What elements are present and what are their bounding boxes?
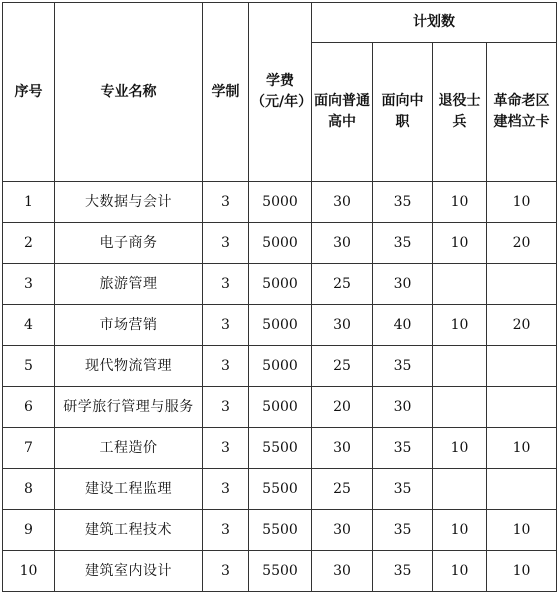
cell-index: 9 [3,510,55,551]
cell-major: 电子商务 [55,223,203,264]
table-row [3,223,557,264]
cell-plan-vocational: 40 [373,305,433,346]
cell-plan-old-revolutionary-areas: 10 [487,182,557,223]
cell-index: 6 [3,387,55,428]
cell-fee: 5000 [249,387,312,428]
cell-major: 市场营销 [55,305,203,346]
cell-plan-old-revolutionary-areas [487,387,557,428]
cell-major: 旅游管理 [55,264,203,305]
cell-plan-old-revolutionary-areas [487,346,557,387]
cell-duration: 3 [203,346,249,387]
cell-plan-general-high-school: 30 [312,428,373,469]
cell-plan-general-high-school: 30 [312,510,373,551]
cell-plan-vocational: 35 [373,223,433,264]
cell-duration: 3 [203,223,249,264]
header-plan-vocational: 面向中职 [373,43,433,182]
cell-duration: 3 [203,264,249,305]
cell-fee: 5500 [249,510,312,551]
cell-plan-veterans [433,469,487,510]
cell-plan-general-high-school: 30 [312,305,373,346]
cell-plan-old-revolutionary-areas: 20 [487,305,557,346]
cell-major: 大数据与会计 [55,182,203,223]
cell-fee: 5000 [249,305,312,346]
cell-fee: 5000 [249,346,312,387]
table-row [3,428,557,469]
cell-plan-veterans: 10 [433,428,487,469]
header-plan-group: 计划数 [312,3,557,43]
cell-plan-general-high-school: 30 [312,551,373,592]
cell-plan-veterans: 10 [433,182,487,223]
cell-plan-veterans [433,387,487,428]
header-index: 序号 [3,3,55,182]
cell-plan-old-revolutionary-areas: 10 [487,551,557,592]
table-row [3,346,557,387]
cell-index: 2 [3,223,55,264]
cell-duration: 3 [203,469,249,510]
cell-duration: 3 [203,428,249,469]
header-plan-veterans: 退役士兵 [433,43,487,182]
cell-index: 5 [3,346,55,387]
cell-plan-general-high-school: 30 [312,182,373,223]
cell-plan-veterans [433,264,487,305]
cell-index: 10 [3,551,55,592]
cell-plan-old-revolutionary-areas: 10 [487,428,557,469]
table-row [3,264,557,305]
cell-plan-vocational: 35 [373,182,433,223]
cell-major: 研学旅行管理与服务 [55,387,203,428]
cell-plan-veterans: 10 [433,223,487,264]
cell-plan-old-revolutionary-areas [487,469,557,510]
cell-major: 工程造价 [55,428,203,469]
enrollment-plan-table [2,2,557,592]
table-row [3,469,557,510]
table-row [3,305,557,346]
cell-fee: 5500 [249,469,312,510]
cell-plan-vocational: 35 [373,469,433,510]
cell-duration: 3 [203,305,249,346]
cell-major: 建设工程监理 [55,469,203,510]
cell-index: 1 [3,182,55,223]
cell-major: 现代物流管理 [55,346,203,387]
cell-plan-old-revolutionary-areas: 10 [487,510,557,551]
cell-duration: 3 [203,551,249,592]
cell-plan-vocational: 35 [373,346,433,387]
cell-plan-general-high-school: 20 [312,387,373,428]
cell-index: 7 [3,428,55,469]
cell-fee: 5000 [249,264,312,305]
header-plan-old-revolutionary-areas: 革命老区建档立卡 [487,43,557,182]
cell-plan-vocational: 35 [373,428,433,469]
cell-plan-general-high-school: 25 [312,469,373,510]
cell-major: 建筑室内设计 [55,551,203,592]
cell-fee: 5500 [249,551,312,592]
cell-plan-vocational: 30 [373,387,433,428]
cell-plan-veterans: 10 [433,551,487,592]
cell-plan-veterans [433,346,487,387]
table-row [3,387,557,428]
table-row [3,182,557,223]
cell-plan-veterans: 10 [433,305,487,346]
cell-plan-old-revolutionary-areas: 20 [487,223,557,264]
header-duration: 学制 [203,3,249,182]
header-major: 专业名称 [55,3,203,182]
cell-plan-vocational: 35 [373,551,433,592]
cell-plan-old-revolutionary-areas [487,264,557,305]
cell-plan-general-high-school: 25 [312,264,373,305]
cell-major: 建筑工程技术 [55,510,203,551]
header-row-top [3,3,557,43]
cell-plan-vocational: 30 [373,264,433,305]
cell-plan-general-high-school: 30 [312,223,373,264]
cell-fee: 5500 [249,428,312,469]
cell-plan-vocational: 35 [373,510,433,551]
cell-plan-general-high-school: 25 [312,346,373,387]
cell-index: 4 [3,305,55,346]
cell-index: 8 [3,469,55,510]
cell-duration: 3 [203,387,249,428]
cell-duration: 3 [203,510,249,551]
header-plan-general-high-school: 面向普通高中 [312,43,373,182]
cell-duration: 3 [203,182,249,223]
cell-fee: 5000 [249,223,312,264]
header-fee: 学费（元/年） [249,3,312,182]
table-row [3,510,557,551]
cell-fee: 5000 [249,182,312,223]
table-row [3,551,557,592]
cell-index: 3 [3,264,55,305]
cell-plan-veterans: 10 [433,510,487,551]
